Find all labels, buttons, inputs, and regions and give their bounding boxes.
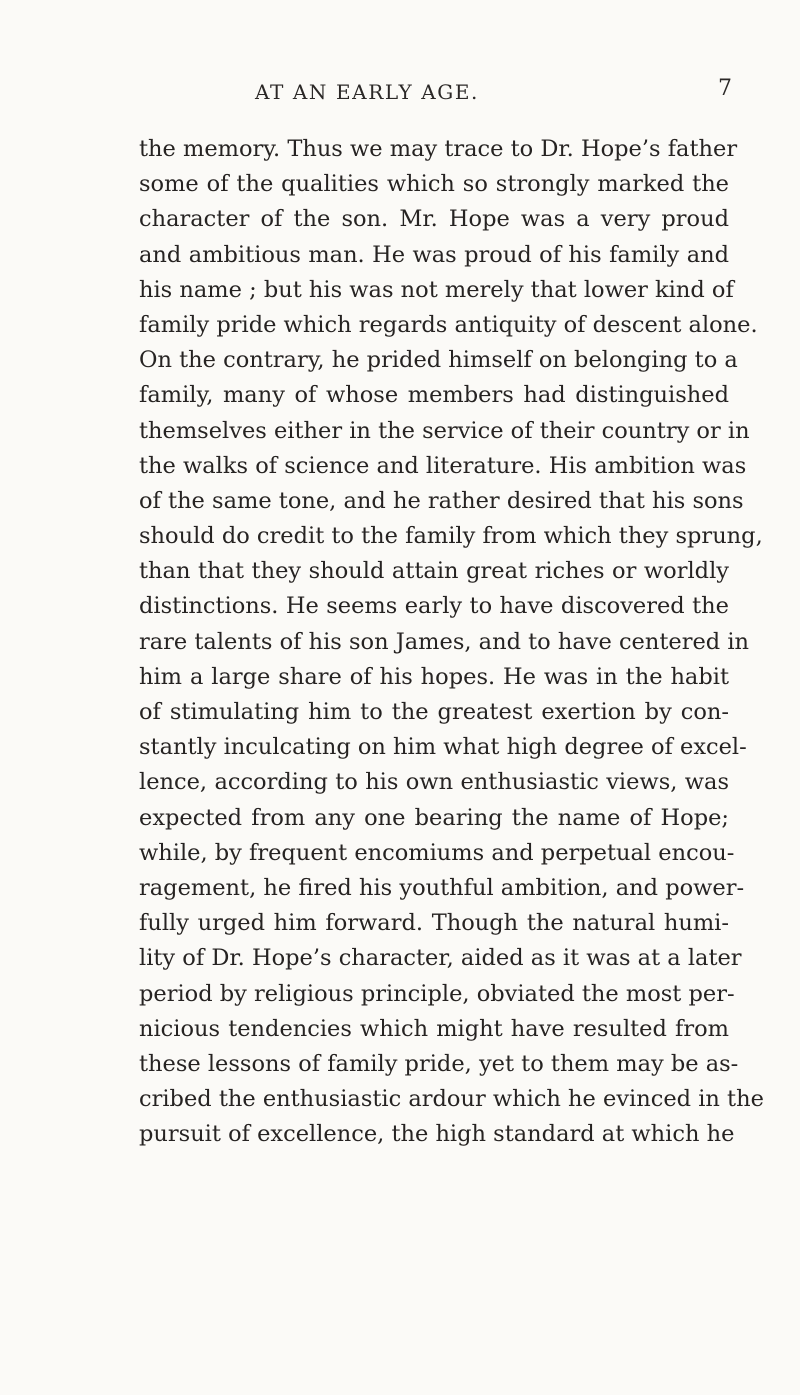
text-line: him a large share of his hopes. He was in the habit (139, 663, 729, 690)
text-line: the memory. Thus we may trace to Dr. Hope’s father (139, 136, 738, 162)
text-line: distinctions. He seems early to have discovered the (139, 593, 729, 620)
text-line: fully urged him forward. Though the natural humi- (139, 910, 729, 937)
text-line: family pride which regards antiquity of descent alone. (139, 311, 758, 338)
text-line: expected from any one bearing the name of Hope; (139, 804, 729, 831)
text-line: than that they should attain great riches or worldly (139, 558, 729, 585)
text-line: lity of Dr. Hope’s character, aided as it was at a later (139, 945, 742, 972)
body-text (139, 132, 764, 1152)
running-head (0, 76, 800, 110)
text-line: nicious tendencies which might have resulted from (139, 1015, 729, 1042)
text-line: these lessons of family pride, yet to them may be as- (139, 1050, 739, 1077)
text-line: of stimulating him to the greatest exertion by con- (139, 699, 729, 725)
text-line: period by religious principle, obviated the most per- (139, 980, 735, 1007)
text-line: stantly inculcating on him what high degree of excel- (139, 734, 747, 761)
text-line: some of the qualities which so strongly marked the (139, 171, 729, 198)
page-number: 7 (718, 76, 732, 101)
text-line: character of the son. Mr. Hope was a very proud (139, 206, 729, 233)
text-line: the walks of science and literature. His ambition was (139, 452, 747, 479)
text-line: and ambitious man. He was proud of his family and (139, 241, 729, 268)
text-line: pursuit of excellence, the high standard at which he (139, 1121, 735, 1148)
text-line: cribed the enthusiastic ardour which he evinced in the (139, 1086, 764, 1113)
text-line: On the contrary, he prided himself on belonging to a (139, 347, 738, 374)
text-line: themselves either in the service of their country or in (139, 417, 750, 444)
text-line: family, many of whose members had distinguished (139, 382, 729, 409)
text-line: lence, according to his own enthusiastic views, was (139, 769, 729, 796)
text-line: of the same tone, and he rather desired that his sons (139, 487, 744, 514)
text-line: ragement, he fired his youthful ambition, and power- (139, 874, 745, 901)
text-line: while, by frequent encomiums and perpetual encou- (139, 839, 735, 866)
text-line: rare talents of his son James, and to have centered in (139, 628, 750, 655)
running-title: AT AN EARLY AGE. (255, 80, 479, 104)
text-line: his name ; but his was not merely that lower kind of (139, 276, 734, 303)
text-line: should do credit to the family from which they sprung, (139, 523, 763, 550)
